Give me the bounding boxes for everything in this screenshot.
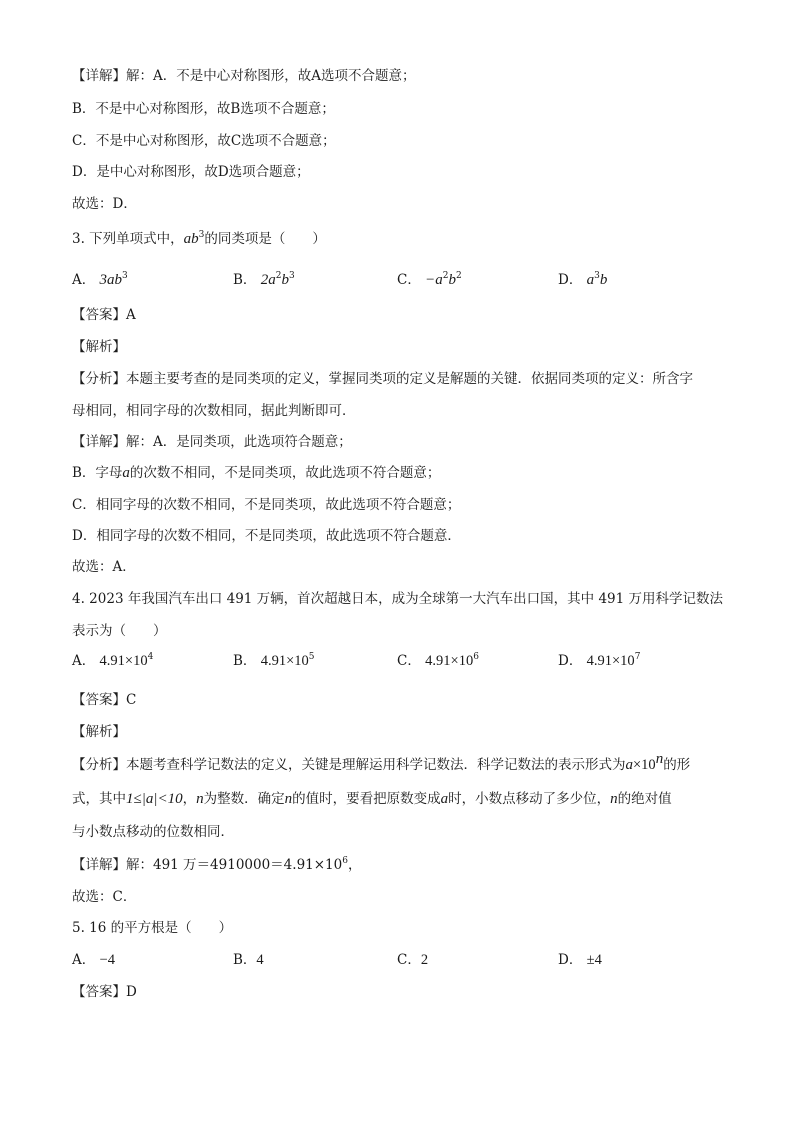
text-line: B．字母a的次数不相同，不是同类项，故此选项不符合题意； <box>72 465 441 481</box>
q4-option-c: C． $4.91\times 10^6$ <box>397 652 479 669</box>
text-line: 【详解】解：A．不是中心对称图形，故A选项不合题意； <box>72 68 416 84</box>
q4-option-b: B． $4.91\times 10^5$ <box>233 652 315 669</box>
question-4-stem: 表示为（ ） <box>72 623 167 639</box>
q3-option-d: D． $a^3b$ <box>558 271 608 288</box>
text-line: D．是中心对称图形，故D选项合题意； <box>72 164 310 180</box>
analysis-label: 【解析】 <box>72 724 126 740</box>
text-line: 【详解】解：A．是同类项，此选项符合题意； <box>72 434 352 450</box>
q5-option-c: C．2 <box>397 952 429 968</box>
text-line: 故选：C． <box>72 889 137 905</box>
answer-label: 【答案】D <box>72 984 137 1000</box>
question-3-stem: 3. 下列单项式中，$ab^3$的同类项是（ ） <box>72 230 326 247</box>
answer-label: 【答案】C <box>72 692 137 708</box>
text-line: 故选：D． <box>72 196 137 212</box>
text-line: B．不是中心对称图形，故B选项不合题意； <box>72 101 335 117</box>
text-line: 与小数点移动的位数相同． <box>72 824 234 840</box>
text-line: 故选：A． <box>72 559 136 575</box>
text-line: D．相同字母的次数不相同，不是同类项，故此选项不符合题意． <box>72 528 461 544</box>
text-line: 式，其中1≤|a|<10，n为整数．确定n的值时，要看把原数变成a时，小数点移动了多少位，n的绝对值 <box>72 791 672 807</box>
text-line: 【分析】本题考查科学记数法的定义，关键是理解运用科学记数法．科学记数法的表示形式为$a\times 10^n$的形 <box>72 751 691 773</box>
q3-option-c: C． $-a^2b^2$ <box>397 271 462 288</box>
text-line: 【分析】本题主要考查的是同类项的定义，掌握同类项的定义是解题的关键．依据同类项的定义：所含字 <box>72 371 693 387</box>
q3-option-a: A． $3ab^3$ <box>72 271 128 288</box>
q4-option-a: A． $4.91\times 10^4$ <box>72 652 154 669</box>
question-5-stem: 5. 16 的平方根是（ ） <box>72 920 233 936</box>
text-line: C．不是中心对称图形，故C选项不合题意； <box>72 133 336 149</box>
q5-option-a: A． −4 <box>72 952 115 968</box>
analysis-label: 【解析】 <box>72 339 126 355</box>
q5-option-b: B．4 <box>233 952 264 968</box>
q4-option-d: D． $4.91\times 10^7$ <box>558 652 641 669</box>
q5-option-d: D． ±4 <box>558 952 602 968</box>
answer-label: 【答案】A <box>72 307 136 323</box>
text-line: C．相同字母的次数不相同，不是同类项，故此选项不符合题意； <box>72 497 461 513</box>
text-line: 母相同，相同字母的次数相同，据此判断即可． <box>72 403 356 419</box>
q3-option-b: B． $2a^2b^3$ <box>233 271 295 288</box>
text-line: 【详解】解：491 万$=4910000=4.91\times 10^6$， <box>72 856 362 873</box>
question-4-stem: 4. 2023 年我国汽车出口 491 万辆，首次超越日本，成为全球第一大汽车出口国，其中 491 万用科学记数法 <box>72 591 724 607</box>
